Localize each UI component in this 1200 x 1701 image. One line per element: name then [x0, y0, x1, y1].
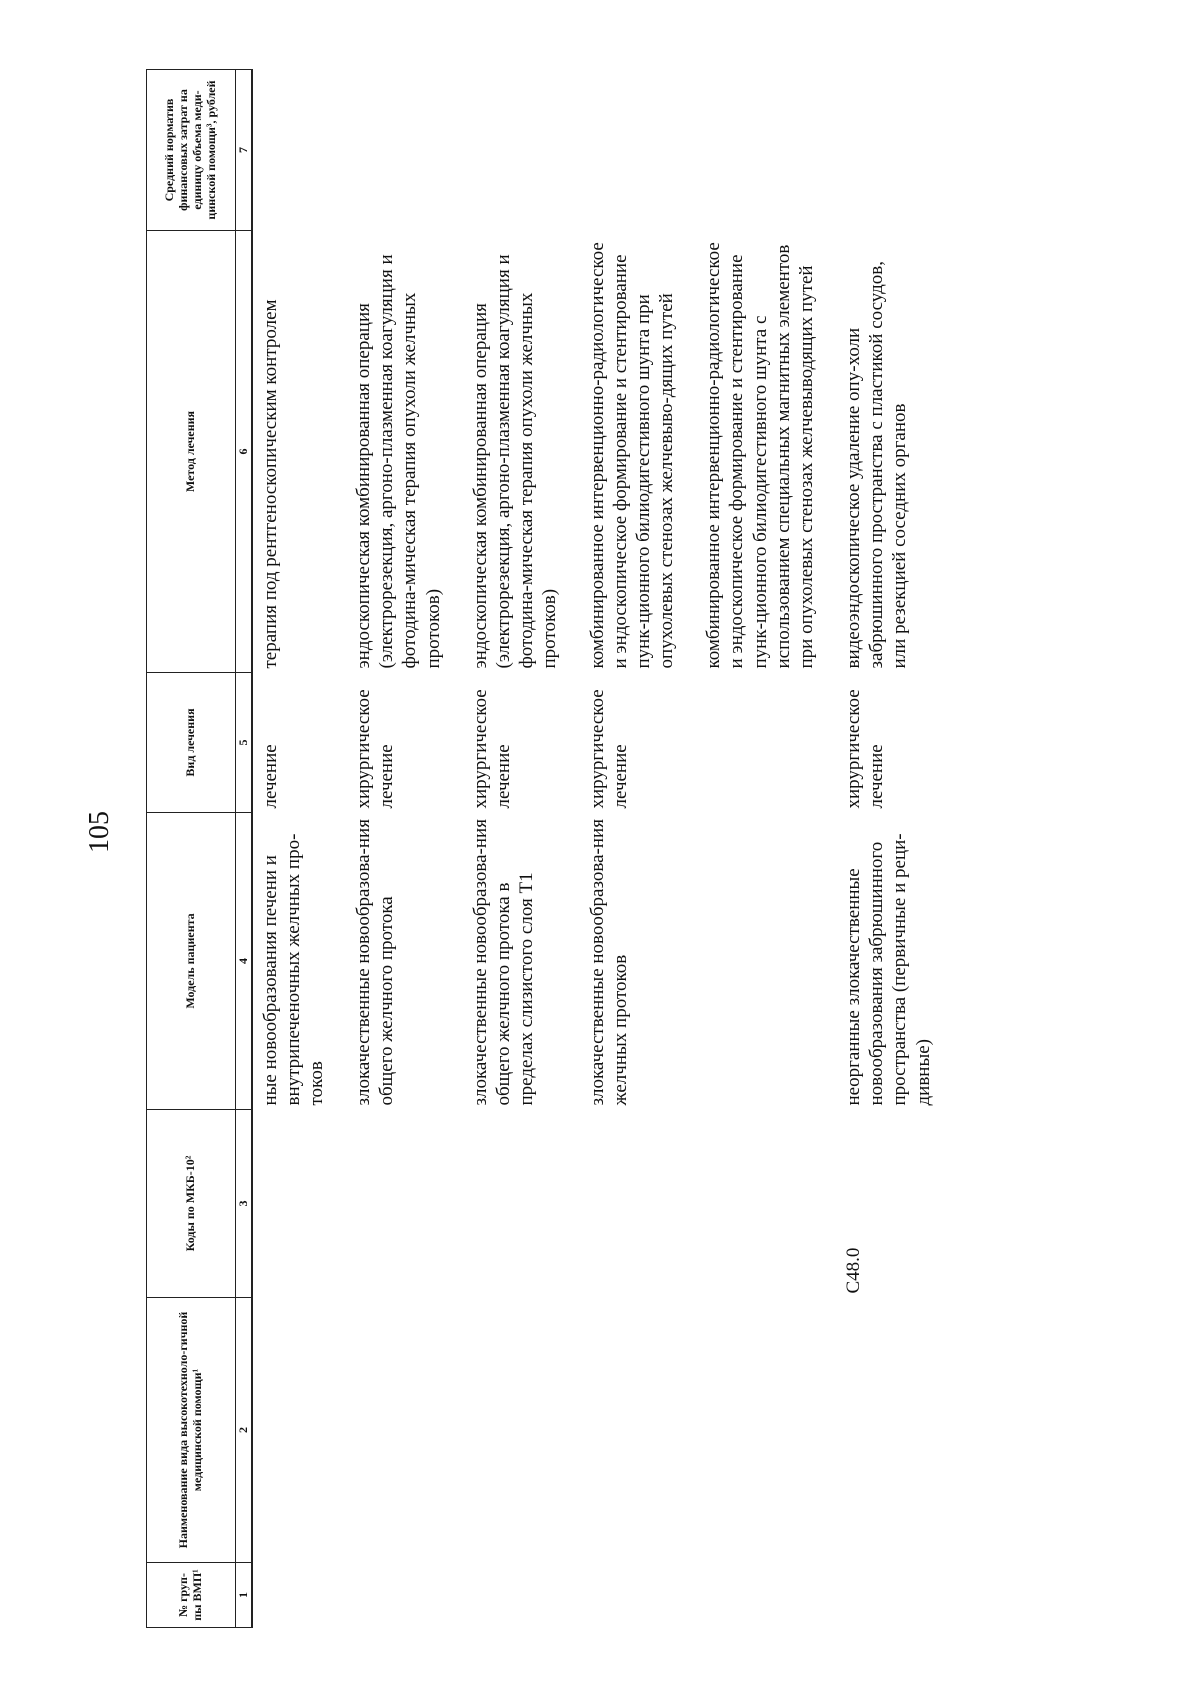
header-treatment-method: Метод лечения: [147, 231, 236, 673]
treatment-method-cell: эндоскопическая комбинированная операция (электрорезекция, аргоно-плазменная коагуляция и фотодина-мическая терапия опухоли желчных протоков): [353, 254, 444, 669]
header-avg-cost: Средний норматив финансовых затрат на единицу объема меди-цинской помощи³, рублей: [147, 70, 236, 231]
header-patient-model: Модель пациента: [147, 813, 236, 1110]
column-number: 1: [236, 1563, 252, 1628]
header-mkb-codes: Коды по МКБ-10²: [147, 1110, 236, 1298]
patient-model-cell: злокачественные новообразова-ния общего желчного протока в пределах слизистого слоя T1: [469, 819, 538, 1106]
table-row: [586, 70, 819, 1628]
header-vmp-name: Наименование вида высокотехноло-гичной медицинской помощи¹: [147, 1298, 236, 1563]
treatment-method-text-alt: комбинированное интервенционно-радиологическое и эндоскопическое формирование и стентирование пунк-ционного билиодигестивного шунта с использованием специальных магнитных элементов при опухолевых стенозах желчевыводящих путей: [703, 242, 817, 669]
treatment-method-cell: видеоэндоскопическое удаление опу-холи забрюшинного пространства с пластикой сосудов, или резекцией соседних органов: [843, 261, 911, 669]
column-number: 7: [236, 70, 252, 231]
header-treatment-type: Вид лечения: [147, 673, 236, 813]
treatment-method-cell: терапия под рентгеноскопическим контролем: [259, 299, 281, 669]
treatment-type-cell: хирургическое лечение: [843, 689, 888, 809]
treatment-type-cell: хирургическое лечение: [353, 689, 398, 809]
patient-model-cell: ные новообразования печени и внутрипеченочных желчных про-токов: [259, 833, 327, 1106]
rotated-table-container: [146, 70, 934, 1628]
mkb-code-cell: C48.0: [843, 1247, 865, 1294]
mkb-code-cell: [586, 1110, 819, 1298]
table-row: [469, 70, 562, 1628]
vmp-table: [146, 69, 935, 1628]
patient-model-cell: неорганные злокачественные новообразования забрюшинного пространства (первичные и реци-дивные): [843, 833, 934, 1106]
table-row: [842, 70, 935, 1628]
column-number-row: [236, 70, 252, 1628]
treatment-type-cell: хирургическое лечение: [586, 689, 631, 809]
table-row: [252, 70, 329, 1628]
treatment-type-cell: лечение: [259, 744, 281, 809]
page-number: 105: [84, 811, 115, 853]
patient-model-cell: злокачественные новообразова-ния желчных протоков: [586, 819, 631, 1106]
column-number: 6: [236, 231, 252, 673]
patient-model-cell: злокачественные новообразова-ния общего желчного протока: [353, 819, 398, 1106]
header-row: [147, 70, 236, 1628]
column-number: 5: [236, 673, 252, 813]
mkb-code-cell: [352, 1110, 445, 1298]
mkb-code-cell: [469, 1110, 562, 1298]
treatment-method-cell: [586, 231, 819, 673]
column-number: 3: [236, 1110, 252, 1298]
column-number: 4: [236, 813, 252, 1110]
treatment-method-cell: эндоскопическая комбинированная операция (электрорезекция, аргоно-плазменная коагуляция и фотодина-мическая терапия опухоли желчных протоков): [469, 254, 561, 669]
mkb-code-cell: [252, 1110, 329, 1298]
treatment-method-text: комбинированное интервенционно-радиологическое и эндоскопическое формирование и стентирование пунк-ционного билиодигестивного шунта при опухолевых стенозах желчевыво-дящих путей: [586, 242, 678, 669]
column-number: 2: [236, 1298, 252, 1563]
table-row: [352, 70, 445, 1628]
treatment-type-cell: хирургическое лечение: [469, 689, 514, 809]
header-group-no: № груп-пы ВМП¹: [147, 1563, 236, 1628]
